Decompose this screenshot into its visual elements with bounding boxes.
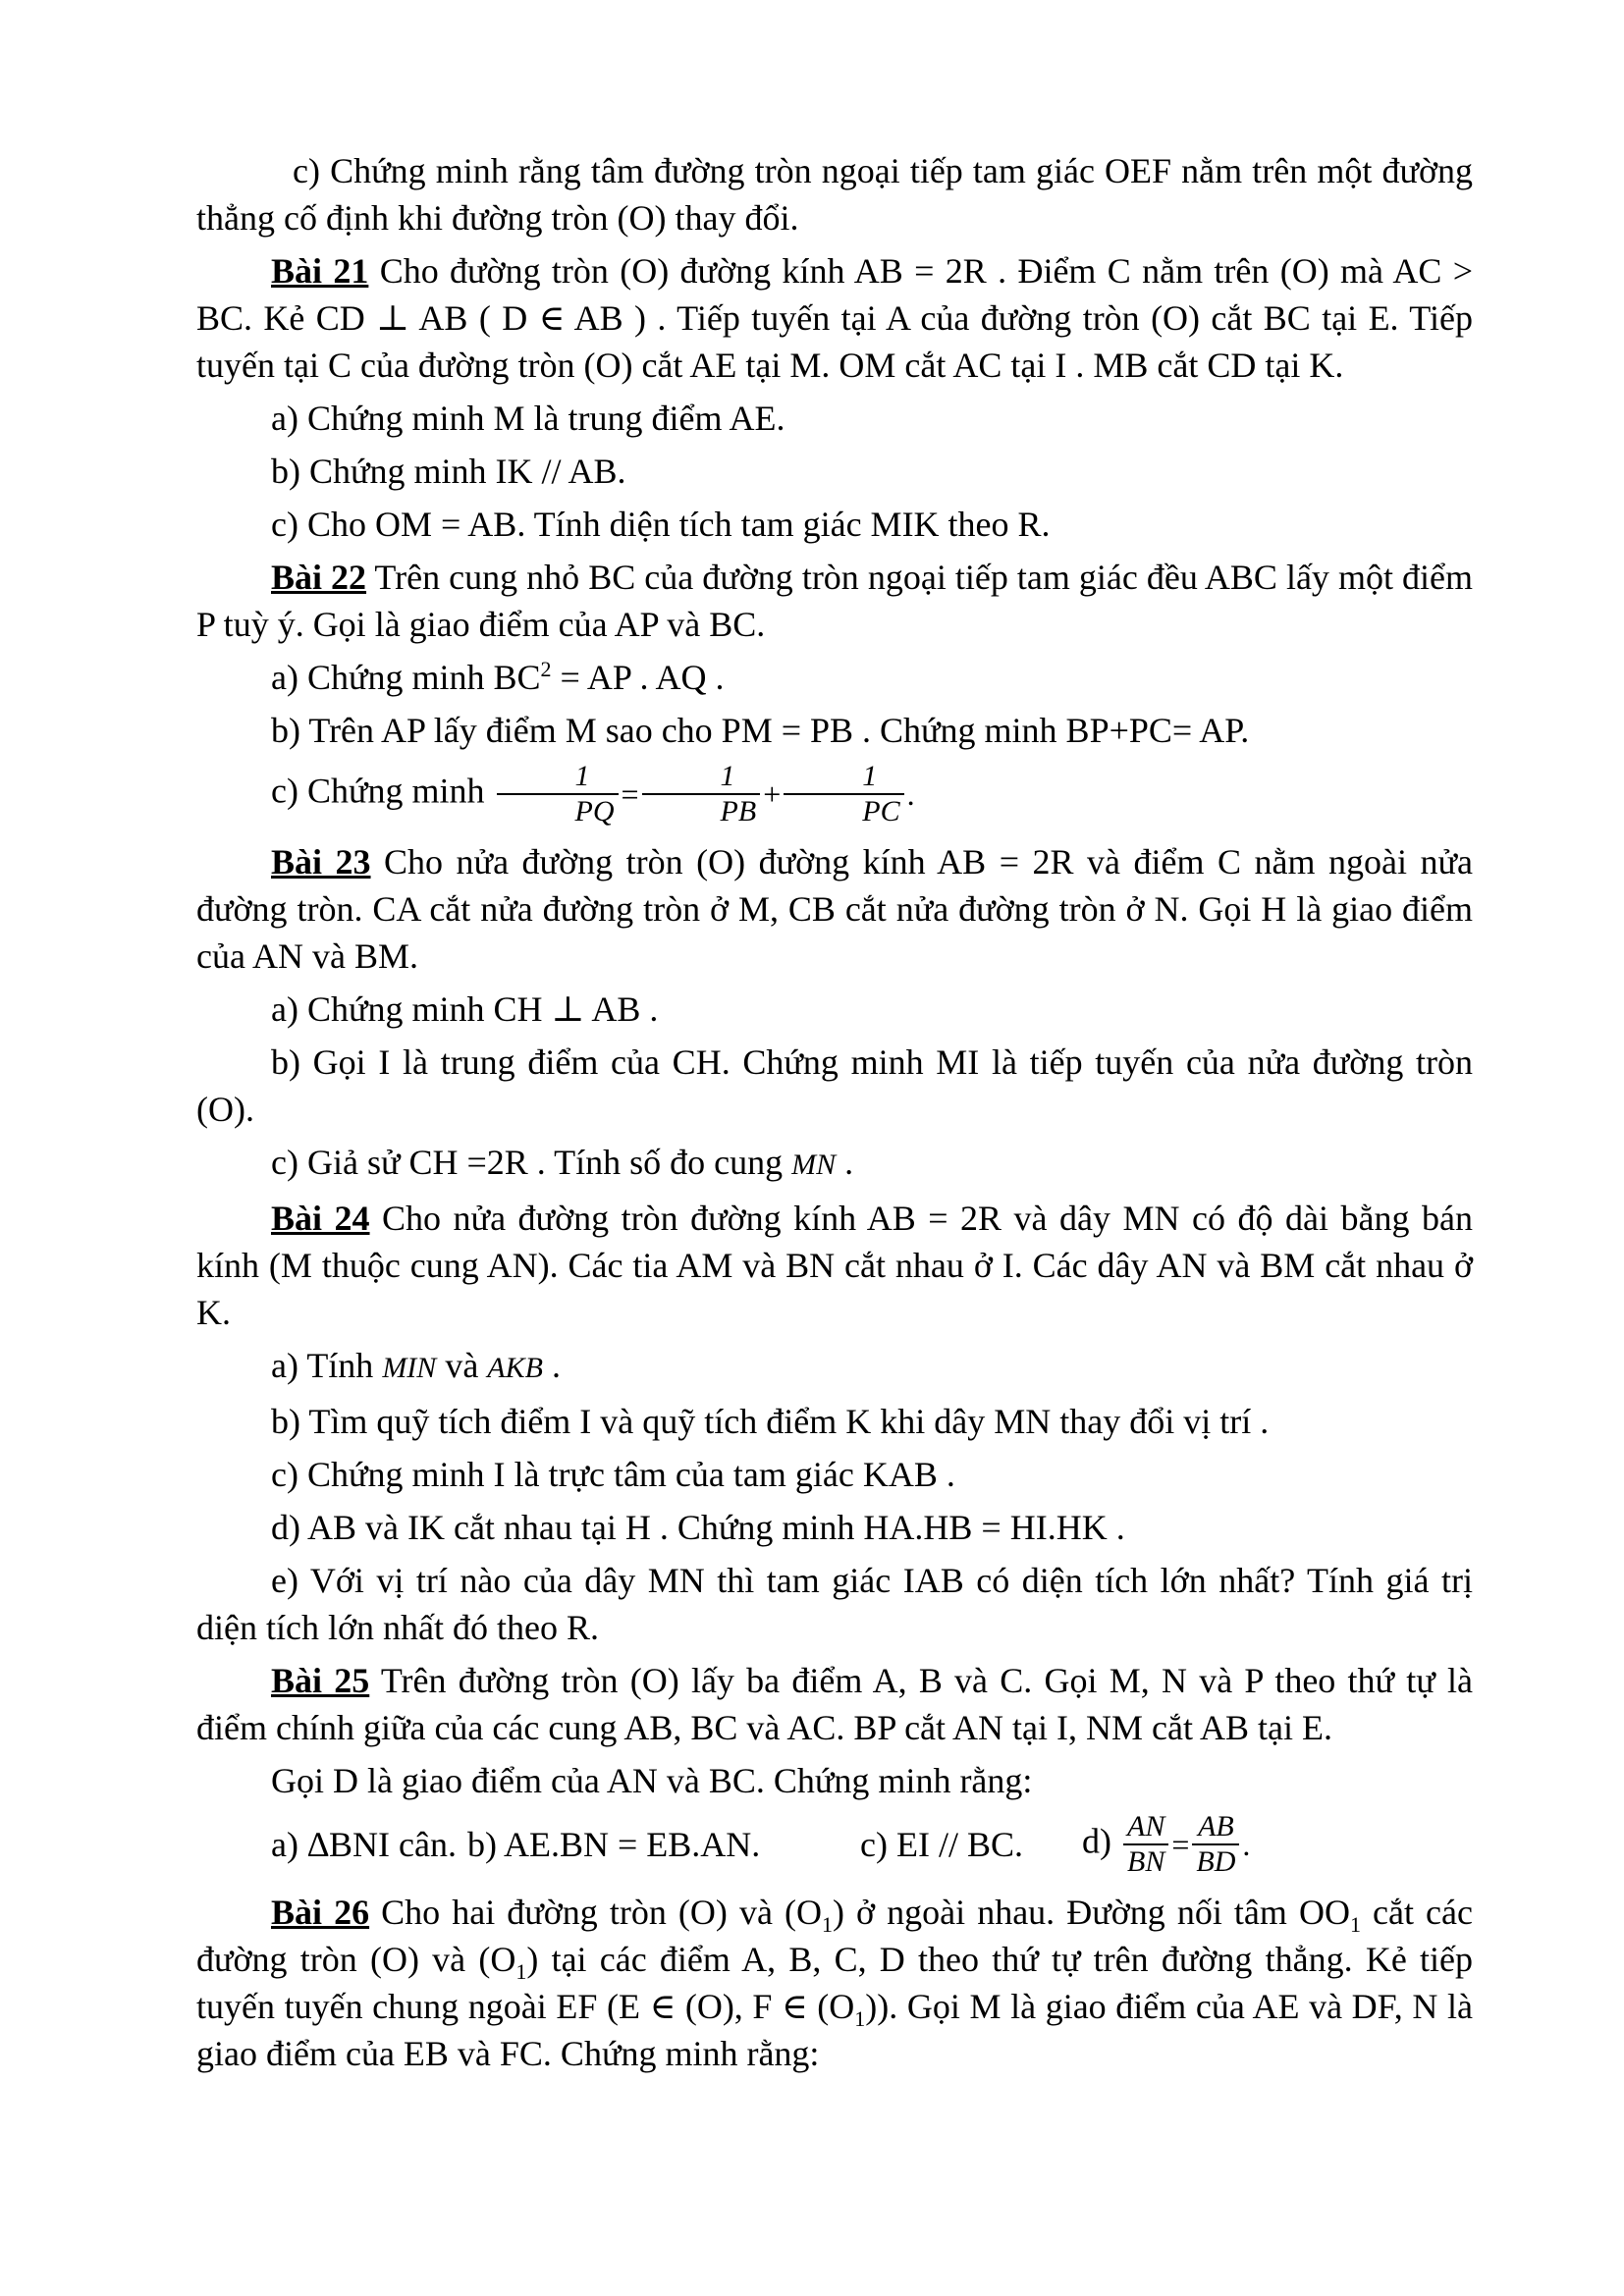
problem-22c-text: c) Chứng minh	[271, 771, 494, 811]
period: .	[1242, 1827, 1251, 1862]
problem-23b	[196, 1039, 1473, 1133]
problem-25b-text: b) AE.BN = EB.AN.	[467, 1825, 761, 1864]
problem-23c-text: c) Giả sử CH =2R . Tính số đo cung	[271, 1143, 792, 1182]
problem-25a-text: a) ∆BNI cân.	[271, 1825, 457, 1864]
problem-25-parts	[196, 1810, 1473, 1879]
problem-26	[196, 1889, 1473, 2077]
problem-24a	[196, 1342, 1473, 1392]
equals-sign: =	[1171, 1827, 1190, 1862]
fraction-numerator: 1	[642, 760, 761, 795]
problem-24d-text: d) AB và IK cắt nhau tại H . Chứng minh HA.HB = HI.HK .	[271, 1508, 1125, 1547]
problem-25c-text: c) EI // BC.	[860, 1825, 1023, 1864]
superscript-2: 2	[540, 657, 552, 681]
equals-sign: =	[621, 776, 639, 812]
fraction-denominator: PC	[862, 795, 900, 828]
fraction-1-over-pb	[642, 760, 761, 828]
problem-24c	[196, 1451, 1473, 1498]
problem-22c	[196, 760, 1473, 828]
problem-24a-and: và	[436, 1346, 488, 1385]
problem-25-text: Trên đường tròn (O) lấy ba điểm A, B và C. Gọi M, N và P theo thứ tự là điểm chính giữa của các cung AB, BC và AC. BP cắt AN tại I, NM cắt AB tại E.	[196, 1661, 1474, 1747]
fraction-numerator: AN	[1123, 1810, 1168, 1845]
problem-20c-text: c) Chứng minh rằng tâm đường tròn ngoại tiếp tam giác OEF nằm trên một đường thẳng cố định khi đường tròn (O) thay đổi.	[196, 151, 1473, 238]
fraction-denominator: BN	[1127, 1845, 1165, 1878]
problem-24b-text: b) Tìm quỹ tích điểm I và quỹ tích điểm K khi dây MN thay đổi vị trí .	[271, 1402, 1270, 1441]
angle-akb: AKB	[487, 1352, 543, 1384]
period: .	[906, 776, 915, 812]
subscript-1: 1	[854, 2006, 866, 2032]
problem-26-text-5: )). Gọi M là giao điểm của AE và DF, N là giao điểm của EB và FC. Chứng minh rằng:	[196, 1987, 1473, 2073]
arc-mn: MN	[791, 1148, 837, 1181]
problem-23a-text: a) Chứng minh CH ⊥ AB .	[271, 989, 659, 1029]
fraction-1-over-pc	[784, 760, 903, 828]
problem-23b-text: b) Gọi I là trung điểm của CH. Chứng minh MI là tiếp tuyến của nửa đường tròn (O).	[196, 1042, 1473, 1129]
document-page	[196, 147, 1473, 2083]
problem-26-text-3: cắt các đường tròn (O) và (O	[196, 1893, 1473, 1979]
subscript-1: 1	[1349, 1912, 1361, 1938]
problem-24e	[196, 1557, 1473, 1651]
angle-min: MIN	[382, 1352, 437, 1384]
problem-21b	[196, 448, 1473, 495]
problem-25-intro	[196, 1757, 1473, 1804]
problem-24	[196, 1195, 1473, 1336]
problem-23-number: Bài 23	[271, 842, 371, 881]
problem-24a-end: .	[542, 1346, 561, 1385]
subscript-1: 1	[515, 1959, 527, 1985]
problem-23c	[196, 1139, 1473, 1189]
problem-24c-text: c) Chứng minh I là trực tâm của tam giác KAB .	[271, 1455, 955, 1494]
problem-22-number: Bài 22	[271, 558, 367, 597]
problem-21-text: Cho đường tròn (O) đường kính AB = 2R . Điểm C nằm trên (O) mà AC > BC. Kẻ CD ⊥ AB ( D ∈ AB ) . Tiếp tuyến tại A của đường tròn (O) cắt BC tại E. Tiếp tuyến tại C của đường tròn (O) cắt AE tại M. OM cắt AC tại I . MB cắt CD tại K.	[196, 251, 1474, 385]
problem-21b-text: b) Chứng minh IK // AB.	[271, 452, 626, 491]
fraction-numerator: AB	[1192, 1810, 1239, 1845]
fraction-denominator: PQ	[574, 795, 615, 828]
problem-24-number: Bài 24	[271, 1199, 370, 1238]
problem-24b	[196, 1398, 1473, 1445]
problem-22a	[196, 654, 1473, 701]
problem-22b	[196, 707, 1473, 754]
problem-21a-text: a) Chứng minh M là trung điểm AE.	[271, 399, 785, 438]
problem-22a-text: a) Chứng minh BC	[271, 658, 541, 697]
problem-23c-text-end: .	[836, 1143, 854, 1182]
problem-25d	[1082, 1810, 1250, 1879]
problem-24a-text: a) Tính	[271, 1346, 383, 1385]
plus-sign: +	[763, 776, 782, 812]
problem-23a	[196, 986, 1473, 1033]
problem-21-number: Bài 21	[271, 251, 369, 291]
problem-25	[196, 1657, 1473, 1751]
fraction-numerator: 1	[784, 760, 903, 795]
fraction-numerator: 1	[497, 760, 619, 795]
problem-26-text-4: ) tại các điểm A, B, C, D theo thứ tự trên đường thẳng. Kẻ tiếp tuyến tuyến chung ngoài EF (E ∈ (O), F ∈ (O	[196, 1940, 1474, 2026]
problem-24-text: Cho nửa đường tròn đường kính AB = 2R và dây MN có độ dài bằng bán kính (M thuộc cung AN). Các tia AM và BN cắt nhau ở I. Các dây AN và BM cắt nhau ở K.	[196, 1199, 1474, 1332]
problem-22-text: Trên cung nhỏ BC của đường tròn ngoại tiếp tam giác đều ABC lấy một điểm P tuỳ ý. Gọi là giao điểm của AP và BC.	[196, 558, 1473, 644]
problem-21c	[196, 501, 1473, 548]
problem-21	[196, 247, 1473, 389]
problem-25d-text: d)	[1082, 1821, 1120, 1861]
fraction-denominator: PB	[720, 795, 757, 828]
problem-24d	[196, 1504, 1473, 1551]
problem-23	[196, 838, 1473, 980]
problem-24e-text: e) Với vị trí nào của dây MN thì tam giác IAB có diện tích lớn nhất? Tính giá trị diện tích lớn nhất đó theo R.	[196, 1561, 1473, 1647]
fraction-an-over-bn	[1123, 1810, 1168, 1879]
problem-22a-text-end: = AP . AQ .	[551, 658, 725, 697]
problem-23-text: Cho nửa đường tròn (O) đường kính AB = 2R và điểm C nằm ngoài nửa đường tròn. CA cắt nửa đường tròn ở M, CB cắt nửa đường tròn ở N. Gọi H là giao điểm của AN và BM.	[196, 842, 1474, 976]
problem-21a	[196, 395, 1473, 442]
fraction-ab-over-bd	[1192, 1810, 1239, 1879]
fraction-denominator: BD	[1196, 1845, 1236, 1878]
problem-26-text-1: Cho hai đường tròn (O) và (O	[369, 1893, 822, 1932]
problem-25-intro-text: Gọi D là giao điểm của AN và BC. Chứng minh rằng:	[271, 1761, 1033, 1800]
subscript-1: 1	[822, 1912, 833, 1938]
problem-26-number: Bài 26	[271, 1893, 370, 1932]
problem-20c	[196, 147, 1473, 241]
problem-25-number: Bài 25	[271, 1661, 370, 1700]
problem-22	[196, 554, 1473, 648]
problem-22b-text: b) Trên AP lấy điểm M sao cho PM = PB . Chứng minh BP+PC= AP.	[271, 711, 1250, 750]
problem-26-text-2: ) ở ngoài nhau. Đường nối tâm OO	[833, 1893, 1350, 1932]
problem-21c-text: c) Cho OM = AB. Tính diện tích tam giác MIK theo R.	[271, 505, 1051, 544]
fraction-1-over-pq	[497, 760, 619, 828]
